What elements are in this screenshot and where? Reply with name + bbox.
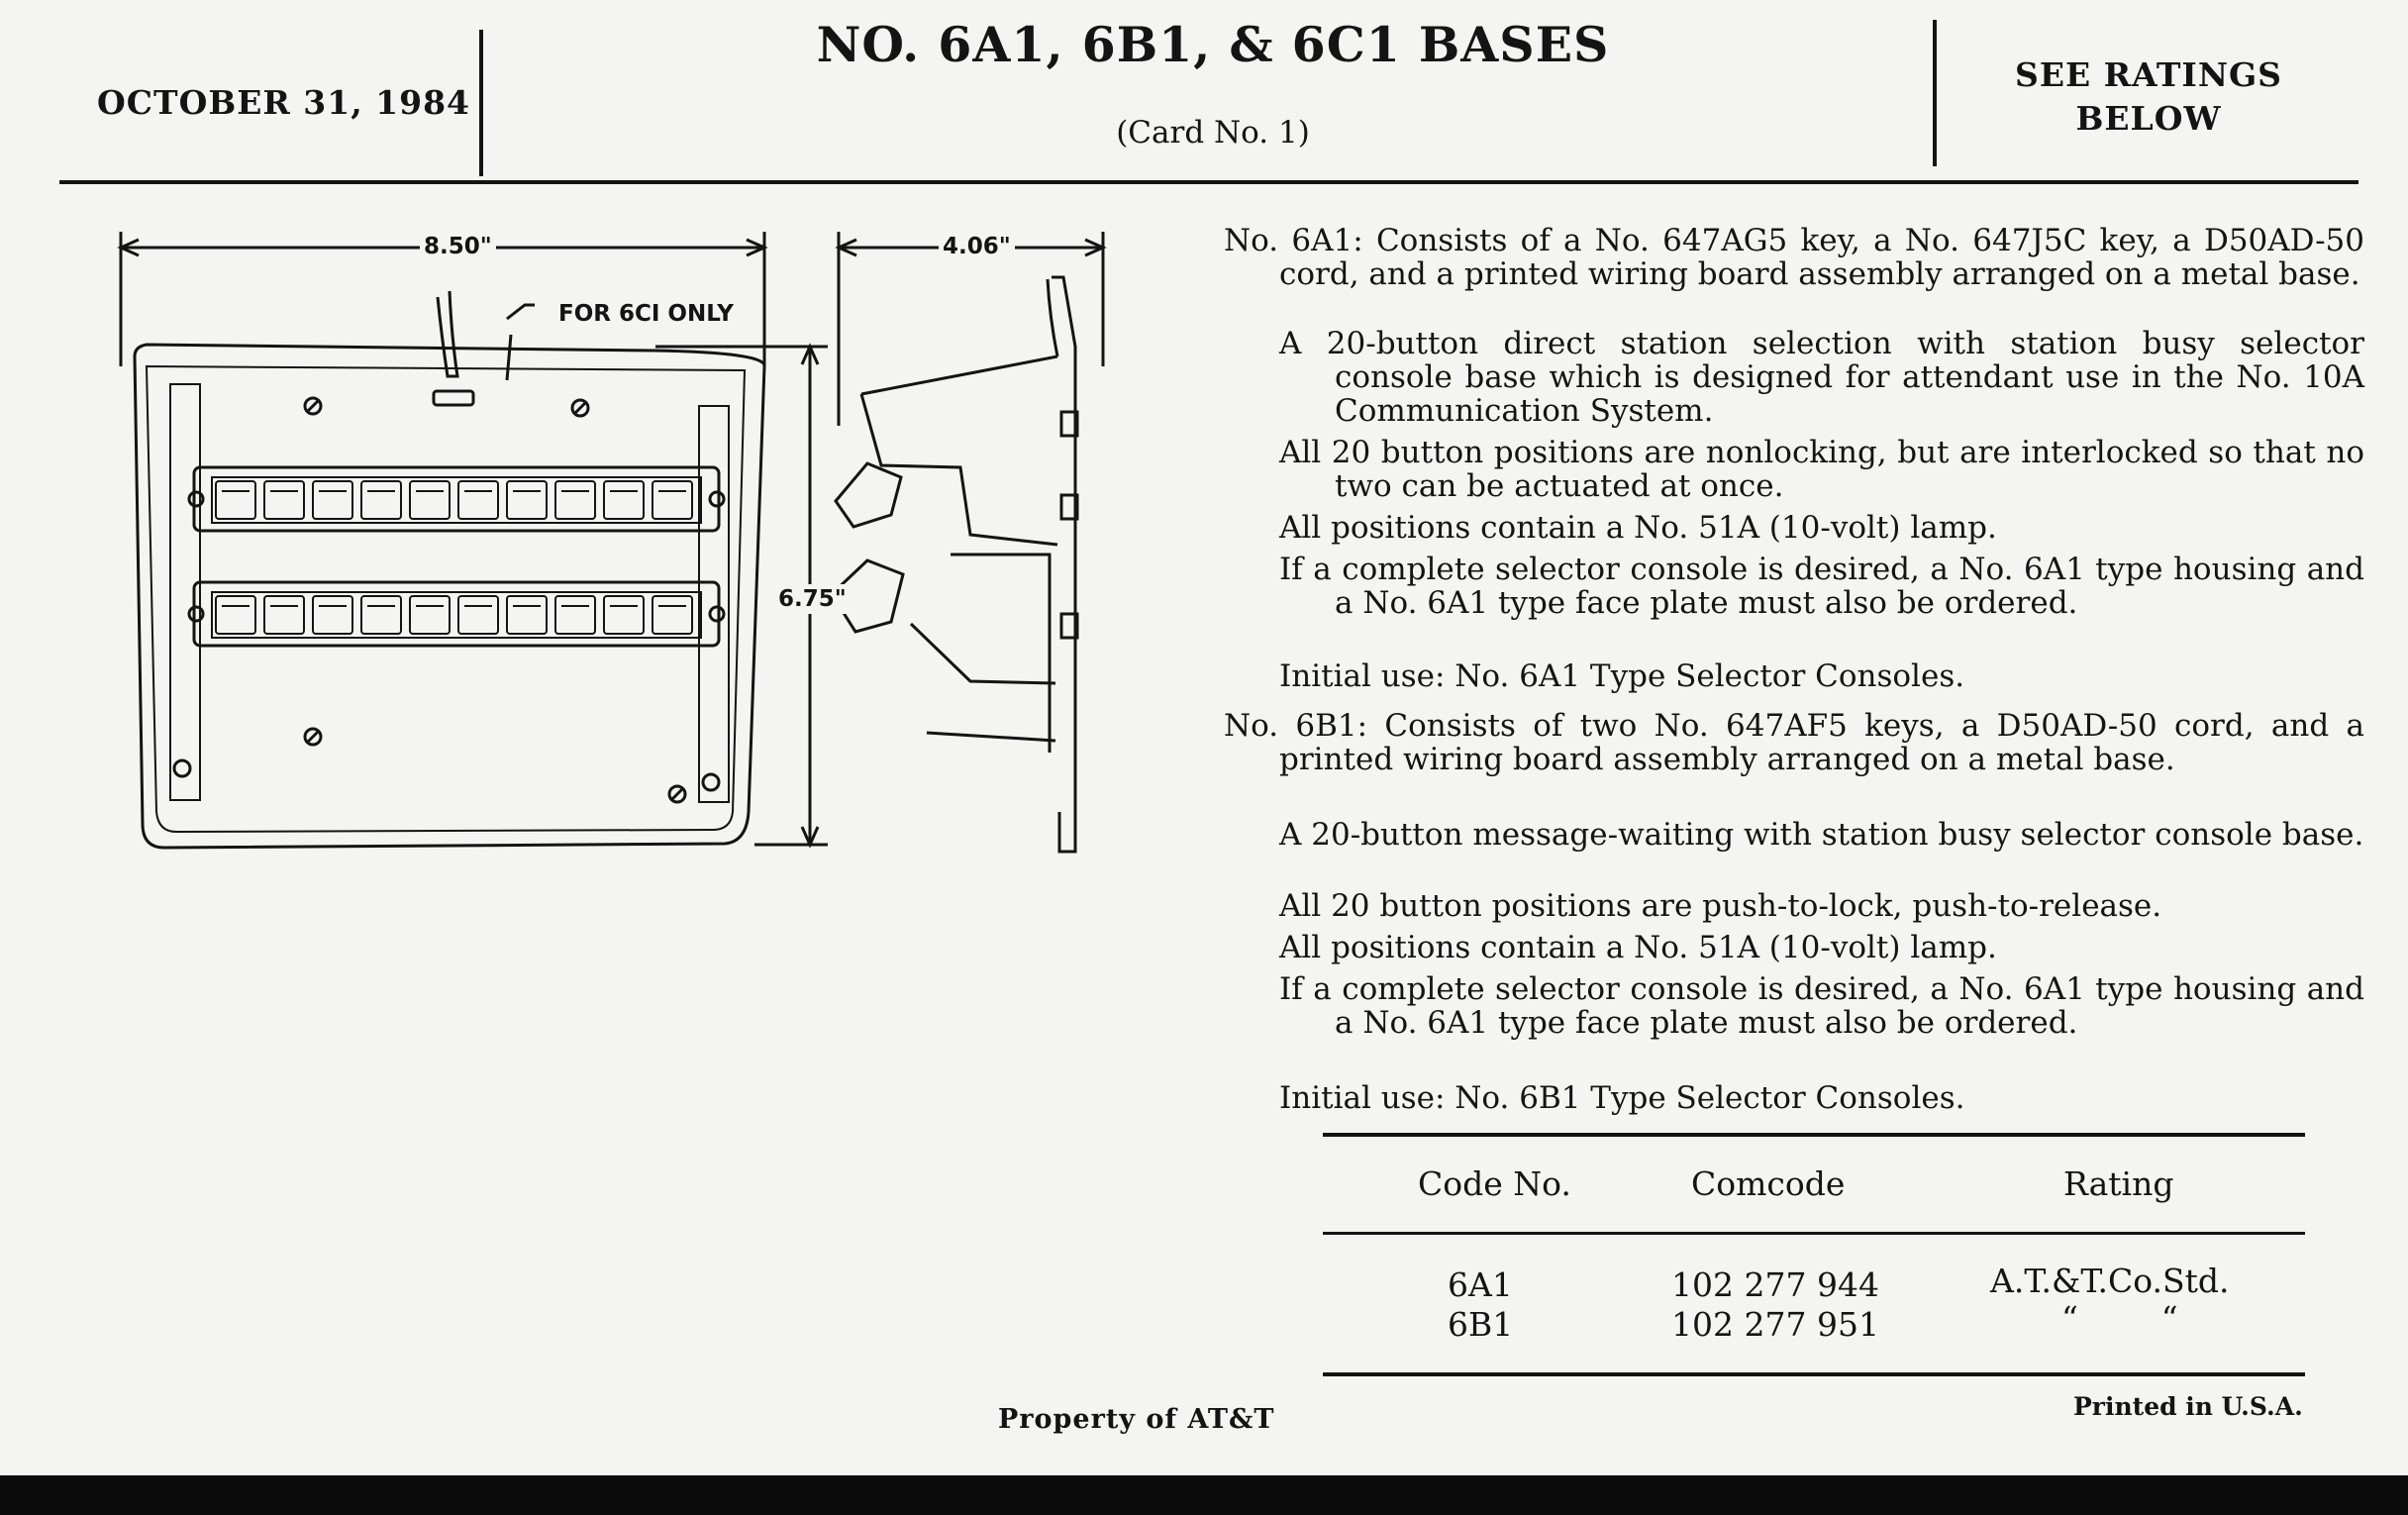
6c1-pin (507, 335, 511, 380)
side-key-upper (836, 463, 901, 527)
key-cell (458, 596, 498, 634)
section-6a1-code: No. 6A1: (1224, 223, 1363, 258)
table-header-comcode: Comcode (1691, 1164, 1846, 1203)
header-rule (59, 180, 2358, 184)
depth-dimension-label: 4.06" (939, 234, 1015, 259)
key-cell (216, 481, 255, 519)
key-cell (507, 481, 547, 519)
section-6b1-lead (1224, 709, 2364, 776)
section-6b1-para-2: All 20 button positions are push-to-lock, push-to-release. (1279, 888, 2162, 924)
key-cell (507, 596, 547, 634)
header-divider-left (479, 30, 483, 176)
table-header-rating: Rating (2063, 1164, 2174, 1203)
ratings-note-line-2: BELOW (2075, 99, 2222, 138)
key-cell (458, 481, 498, 519)
document-title: NO. 6A1, 6B1, & 6C1 BASES (816, 16, 1610, 73)
key-cell (555, 596, 595, 634)
cord (438, 291, 457, 376)
section-6b1-para-4: If a complete selector console is desired, a No. 6A1 type housing and a No. 6A1 type face plate must also be ordered. (1279, 971, 2364, 1041)
key-cell (604, 481, 644, 519)
table-row-1-rating: A.T.&T.Co.Std. (1990, 1262, 2230, 1300)
table-row-2-code: 6B1 (1448, 1305, 1514, 1344)
section-6b1-para-1: A 20-button message-waiting with station busy selector console base. (1279, 817, 2364, 853)
scan-border (0, 1475, 2408, 1515)
table-row-1-comcode: 102 277 944 (1671, 1265, 1879, 1304)
key-cell (652, 596, 692, 634)
card-number: (Card No. 1) (1116, 115, 1310, 151)
section-6a1-para-1: A 20-button direct station selection with station busy selector console base which is designed for attendant use in the No. 10A Communication System. (1279, 326, 2364, 429)
width-dimension-label: 8.50" (420, 234, 496, 259)
section-6b1-para-5: Initial use: No. 6B1 Type Selector Consoles. (1279, 1080, 1965, 1116)
key-cell (604, 596, 644, 634)
key-cell (361, 596, 401, 634)
section-6a1-para-5: Initial use: No. 6A1 Type Selector Consoles. (1279, 658, 1965, 694)
6c1-note: FOR 6CI ONLY (558, 301, 734, 327)
key-cell (555, 481, 595, 519)
side-view-back (1052, 277, 1075, 852)
section-6b1-para-3: All positions contain a No. 51A (10-volt) lamp. (1279, 930, 1997, 965)
ratings-note (1941, 53, 2357, 141)
key-cell (313, 596, 352, 634)
section-6a1-para-2: All 20 button positions are nonlocking, but are interlocked so that no two can be actuated at once. (1279, 435, 2364, 504)
property-note: Property of AT&T (998, 1404, 1275, 1435)
document-date: OCTOBER 31, 1984 (97, 83, 471, 122)
table-header-rule (1323, 1232, 2305, 1235)
section-6b1-lead-text: Consists of two No. 647AF5 keys, a D50AD-50 cord, and a printed wiring board assembly arranged on a metal base. (1279, 708, 2364, 777)
key-cell (410, 481, 450, 519)
table-row-1-code: 6A1 (1448, 1265, 1513, 1304)
key-cell (216, 596, 255, 634)
printed-note: Printed in U.S.A. (2073, 1392, 2303, 1421)
section-6b1-code: No. 6B1: (1224, 708, 1368, 744)
key-cell (264, 481, 304, 519)
table-top-rule (1323, 1133, 2305, 1137)
key-cell (313, 481, 352, 519)
key-cell (652, 481, 692, 519)
key-cell (361, 481, 401, 519)
table-header-code: Code No. (1418, 1164, 1571, 1203)
section-6a1-lead (1224, 224, 2364, 291)
table-row-2-comcode: 102 277 951 (1671, 1305, 1879, 1344)
section-6a1-para-3: All positions contain a No. 51A (10-volt) lamp. (1279, 510, 1997, 546)
key-cell (264, 596, 304, 634)
section-6a1-para-4: If a complete selector console is desired, a No. 6A1 type housing and a No. 6A1 type face plate must also be ordered. (1279, 552, 2364, 621)
table-bottom-rule (1323, 1372, 2305, 1376)
header-divider-right (1933, 20, 1937, 166)
table-row-2-rating: “ “ (2061, 1299, 2178, 1338)
key-cell (410, 596, 450, 634)
section-6a1-lead-text: Consists of a No. 647AG5 key, a No. 647J5C key, a D50AD-50 cord, and a printed wiring board assembly arranged on a metal base. (1279, 223, 2364, 292)
ratings-note-line-1: SEE RATINGS (2014, 55, 2283, 94)
height-dimension-label: 6.75" (774, 584, 851, 614)
